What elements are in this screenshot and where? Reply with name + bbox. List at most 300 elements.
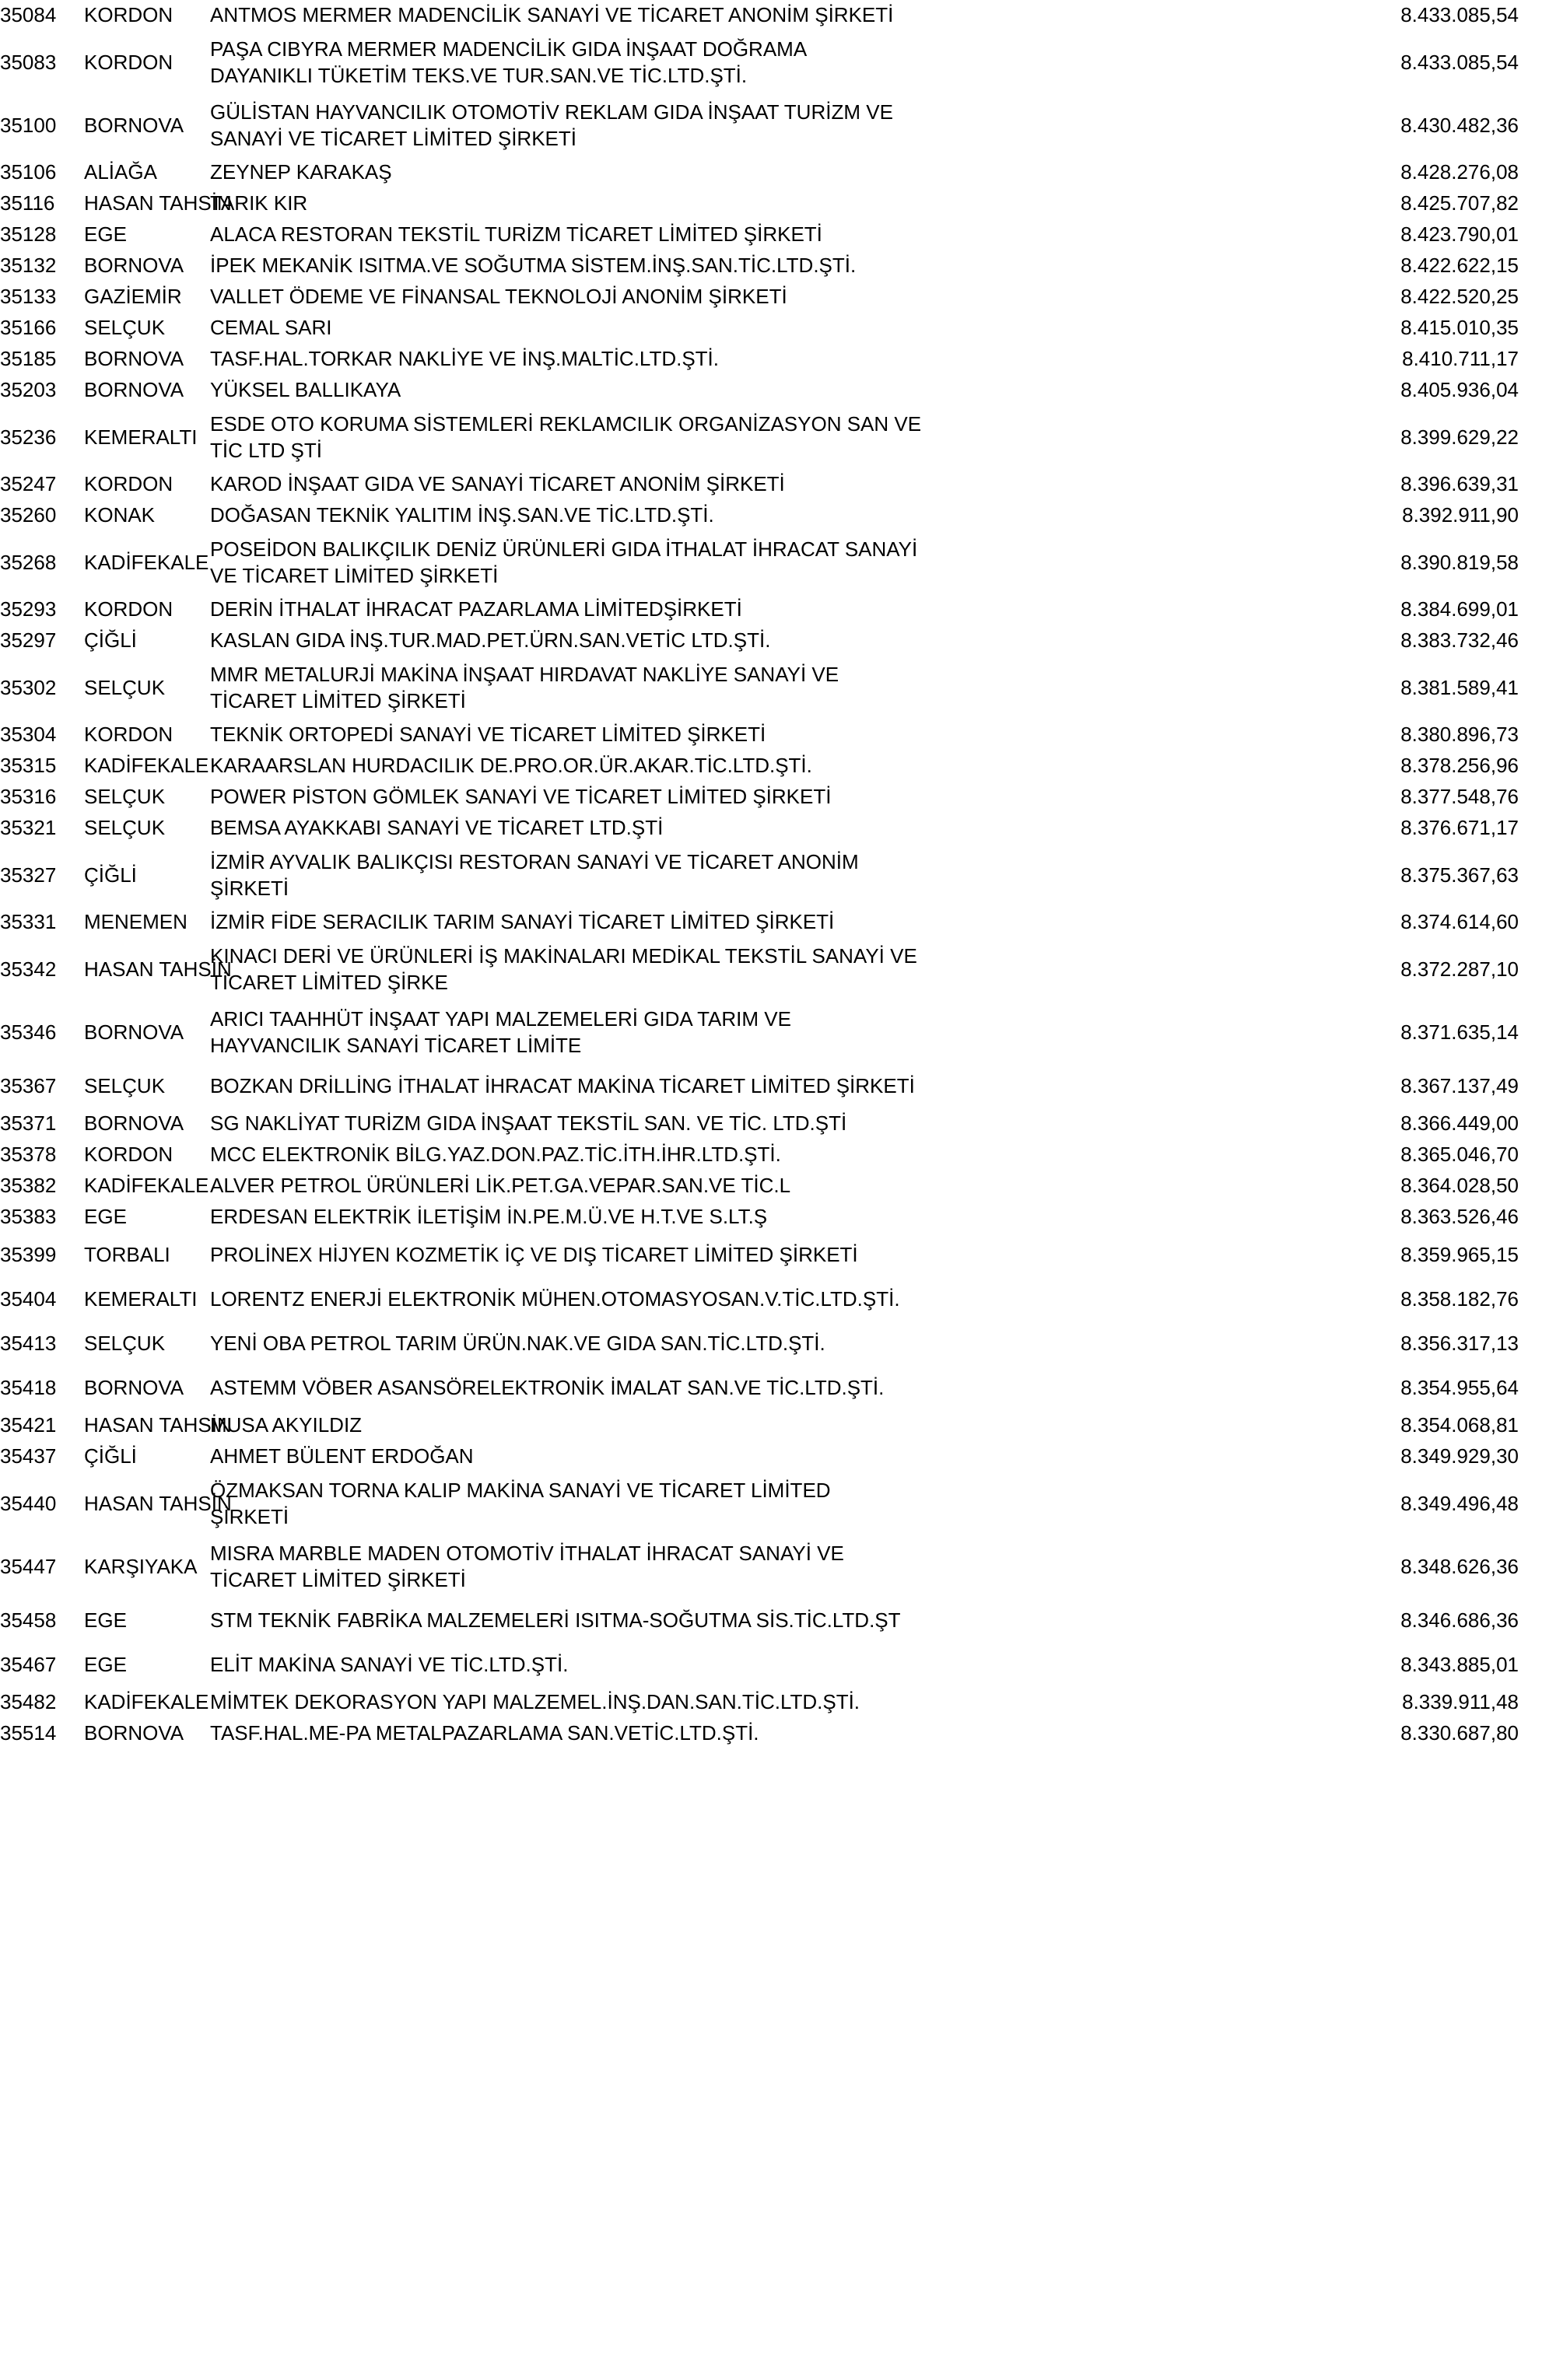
cell-code: 35132: [0, 254, 57, 278]
cell-district: GAZİEMİR: [84, 285, 182, 309]
taxpayer-name-line: POSEİDON BALIKÇILIK DENİZ ÜRÜNLERİ GIDA İTHALAT İHRACAT SANAYİ: [210, 537, 918, 561]
cell-district: KORDON: [84, 50, 173, 74]
cell-amount: 8.425.707,82: [1400, 191, 1519, 215]
cell-spacer: [62, 656, 84, 719]
cell-code: 35106: [0, 160, 57, 184]
cell-amount: 8.365.046,70: [1400, 1143, 1519, 1167]
cell-amount: 8.354.955,64: [1400, 1375, 1519, 1399]
cell-amount: 8.415.010,35: [1400, 316, 1519, 340]
table-row: [0, 625, 1542, 656]
cell-district: BORNOVA: [84, 1111, 184, 1136]
cell-amount: 8.348.626,36: [1400, 1554, 1519, 1578]
table-row: [0, 219, 1542, 250]
cell-district: ÇİĞLİ: [84, 863, 137, 887]
table-row: [0, 188, 1542, 219]
table-row: [0, 0, 1542, 31]
cell-code: 35302: [0, 675, 57, 699]
cell-spacer: [62, 1643, 84, 1687]
cell-spacer: [62, 375, 84, 406]
cell-district: BORNOVA: [84, 1375, 184, 1399]
table-row: [0, 282, 1542, 313]
cell-spacer: [1519, 1598, 1542, 1643]
table-row: [0, 1064, 1542, 1108]
taxpayer-name-line: HAYVANCILIK SANAYİ TİCARET LİMİTE: [210, 1033, 582, 1057]
cell-amount: 8.384.699,01: [1400, 597, 1519, 621]
cell-taxpayer-name: [210, 1001, 1311, 1064]
cell-code: 35133: [0, 285, 57, 309]
cell-spacer: [1519, 1233, 1542, 1277]
cell-amount: 8.396.639,31: [1400, 472, 1519, 496]
cell-code: 35247: [0, 472, 57, 496]
cell-spacer: [1519, 500, 1542, 531]
table-row: [0, 1277, 1542, 1321]
cell-amount: 8.377.548,76: [1400, 785, 1519, 809]
table-row: [0, 375, 1542, 406]
cell-taxpayer-name: SG NAKLİYAT TURİZM GIDA İNŞAAT TEKSTİL SAN. VE TİC. LTD.ŞTİ: [210, 1111, 847, 1136]
cell-amount: 8.346.686,36: [1400, 1608, 1519, 1632]
cell-spacer: [1519, 31, 1542, 94]
table-row: [0, 500, 1542, 531]
cell-amount: 8.381.589,41: [1400, 675, 1519, 699]
cell-code: 35413: [0, 1331, 57, 1355]
cell-code: 35447: [0, 1554, 57, 1578]
cell-district: BORNOVA: [84, 378, 184, 402]
cell-district: KORDON: [84, 1143, 173, 1167]
cell-spacer: [1519, 94, 1542, 157]
cell-spacer: [62, 282, 84, 313]
cell-amount: 8.433.085,54: [1400, 3, 1519, 27]
cell-amount: 8.375.367,63: [1400, 863, 1519, 887]
cell-spacer: [1519, 1171, 1542, 1202]
cell-taxpayer-name: BEMSA AYAKKABI SANAYİ VE TİCARET LTD.ŞTİ: [210, 816, 664, 840]
cell-district: KORDON: [84, 3, 173, 27]
cell-code: 35236: [0, 425, 57, 449]
table-row: [0, 594, 1542, 625]
cell-code: 35378: [0, 1143, 57, 1167]
cell-code: 35514: [0, 1721, 57, 1745]
cell-taxpayer-name: TASF.HAL.ME-PA METALPAZARLAMA SAN.VETİC.LTD.ŞTİ.: [210, 1721, 759, 1745]
cell-code: 35399: [0, 1242, 57, 1266]
cell-amount: 8.428.276,08: [1400, 160, 1519, 184]
cell-taxpayer-name: CEMAL SARI: [210, 316, 332, 340]
cell-spacer: [1519, 656, 1542, 719]
cell-taxpayer-name: KASLAN GIDA İNŞ.TUR.MAD.PET.ÜRN.SAN.VETİC LTD.ŞTİ.: [210, 628, 771, 653]
cell-amount: 8.433.085,54: [1400, 50, 1519, 74]
table-row: [0, 782, 1542, 813]
cell-spacer: [62, 406, 84, 469]
cell-code: 35321: [0, 816, 57, 840]
cell-amount: 8.358.182,76: [1400, 1286, 1519, 1311]
taxpayer-name-line: ESDE OTO KORUMA SİSTEMLERİ REKLAMCILIK ORGANİZASYON SAN VE: [210, 411, 922, 436]
taxpayer-name-line: ÖZMAKSAN TORNA KALIP MAKİNA SANAYİ VE TİCARET LİMİTED: [210, 1478, 831, 1502]
cell-district: KONAK: [84, 503, 156, 527]
cell-district: ALİAĞA: [84, 160, 157, 184]
cell-spacer: [1519, 1321, 1542, 1366]
table-row: [0, 1171, 1542, 1202]
cell-spacer: [1519, 782, 1542, 813]
cell-code: 35316: [0, 785, 57, 809]
cell-spacer: [1519, 1139, 1542, 1171]
table-row: [0, 469, 1542, 500]
cell-spacer: [62, 250, 84, 282]
cell-taxpayer-name: [210, 938, 1311, 1001]
table-row: [0, 1718, 1542, 1749]
cell-district: KEMERALTI: [84, 1286, 198, 1311]
cell-taxpayer-name: YÜKSEL BALLIKAYA: [210, 378, 401, 402]
cell-code: 35382: [0, 1174, 57, 1198]
table-row: [0, 938, 1542, 1001]
cell-district: HASAN TAHSİN: [84, 957, 232, 981]
cell-spacer: [62, 1598, 84, 1643]
cell-code: 35418: [0, 1375, 57, 1399]
cell-amount: 8.383.732,46: [1400, 628, 1519, 653]
table-row: [0, 1202, 1542, 1233]
cell-district: KADİFEKALE: [84, 1174, 209, 1198]
cell-taxpayer-name: [210, 94, 1311, 157]
table-row: [0, 1687, 1542, 1718]
table-row: [0, 1441, 1542, 1472]
table-row: [0, 907, 1542, 938]
cell-spacer: [1519, 0, 1542, 31]
cell-district: HASAN TAHSİN: [84, 191, 232, 215]
cell-amount: 8.374.614,60: [1400, 910, 1519, 934]
cell-taxpayer-name: [210, 1472, 1311, 1535]
cell-taxpayer-name: LORENTZ ENERJİ ELEKTRONİK MÜHEN.OTOMASYOSAN.V.TİC.LTD.ŞTİ.: [210, 1286, 900, 1311]
taxpayer-name-line: TİC LTD ŞTİ: [210, 438, 322, 462]
cell-taxpayer-name: AHMET BÜLENT ERDOĞAN: [210, 1444, 474, 1468]
cell-spacer: [62, 94, 84, 157]
cell-amount: 8.410.711,17: [1402, 347, 1519, 371]
cell-code: 35383: [0, 1205, 57, 1229]
taxpayer-name-line: MISRA MARBLE MADEN OTOMOTİV İTHALAT İHRACAT SANAYİ VE: [210, 1541, 844, 1565]
taxpayer-name-line: VE TİCARET LİMİTED ŞİRKETİ: [210, 563, 499, 587]
cell-spacer: [1519, 250, 1542, 282]
cell-taxpayer-name: TEKNİK ORTOPEDİ SANAYİ VE TİCARET LİMİTED ŞİRKETİ: [210, 723, 766, 747]
cell-district: HASAN TAHSİN: [84, 1413, 232, 1437]
cell-spacer: [1519, 719, 1542, 751]
cell-spacer: [62, 188, 84, 219]
taxpayer-name-line: ŞİRKETİ: [210, 876, 289, 900]
cell-district: KARŞIYAKA: [84, 1554, 198, 1578]
cell-taxpayer-name: [210, 844, 1311, 907]
cell-spacer: [62, 813, 84, 844]
cell-district: SELÇUK: [84, 1331, 166, 1355]
cell-taxpayer-name: KARAARSLAN HURDACILIK DE.PRO.OR.ÜR.AKAR.TİC.LTD.ŞTİ.: [210, 754, 812, 778]
cell-code: 35346: [0, 1020, 57, 1044]
cell-amount: 8.423.790,01: [1400, 222, 1519, 247]
table-row: [0, 844, 1542, 907]
taxpayer-name-line: GÜLİSTAN HAYVANCILIK OTOMOTİV REKLAM GIDA İNŞAAT TURİZM VE: [210, 100, 893, 124]
cell-district: HASAN TAHSİN: [84, 1491, 232, 1515]
cell-district: BORNOVA: [84, 347, 184, 371]
cell-district: EGE: [84, 1608, 127, 1632]
cell-code: 35371: [0, 1111, 57, 1136]
cell-taxpayer-name: MUSA AKYILDIZ: [210, 1413, 363, 1437]
cell-taxpayer-name: ELİT MAKİNA SANAYİ VE TİC.LTD.ŞTİ.: [210, 1652, 569, 1676]
cell-spacer: [62, 1139, 84, 1171]
cell-amount: 8.363.526,46: [1400, 1205, 1519, 1229]
cell-spacer: [62, 1441, 84, 1472]
cell-district: KORDON: [84, 723, 173, 747]
cell-taxpayer-name: ALVER PETROL ÜRÜNLERİ LİK.PET.GA.VEPAR.SAN.VE TİC.L: [210, 1174, 791, 1198]
cell-spacer: [1519, 1535, 1542, 1598]
cell-spacer: [62, 1535, 84, 1598]
cell-spacer: [62, 594, 84, 625]
cell-spacer: [1519, 844, 1542, 907]
cell-spacer: [62, 313, 84, 344]
cell-spacer: [1519, 751, 1542, 782]
table-row: [0, 344, 1542, 375]
cell-taxpayer-name: KAROD İNŞAAT GIDA VE SANAYİ TİCARET ANONİM ŞİRKETİ: [210, 472, 785, 496]
cell-code: 35203: [0, 378, 57, 402]
cell-code: 35437: [0, 1444, 57, 1468]
cell-spacer: [62, 157, 84, 188]
cell-spacer: [1519, 813, 1542, 844]
cell-taxpayer-name: YENİ OBA PETROL TARIM ÜRÜN.NAK.VE GIDA SAN.TİC.LTD.ŞTİ.: [210, 1331, 825, 1355]
cell-taxpayer-name: ZEYNEP KARAKAŞ: [210, 160, 392, 184]
cell-spacer: [62, 1277, 84, 1321]
cell-spacer: [62, 1202, 84, 1233]
cell-taxpayer-name: STM TEKNİK FABRİKA MALZEMELERİ ISITMA-SOĞUTMA SİS.TİC.LTD.ŞT: [210, 1608, 901, 1632]
cell-spacer: [1519, 1441, 1542, 1472]
cell-spacer: [62, 1064, 84, 1108]
cell-amount: 8.376.671,17: [1400, 816, 1519, 840]
cell-code: 35467: [0, 1652, 57, 1676]
cell-spacer: [62, 344, 84, 375]
cell-code: 35293: [0, 597, 57, 621]
cell-taxpayer-name: [210, 656, 1311, 719]
cell-district: SELÇUK: [84, 1073, 166, 1097]
cell-amount: 8.349.496,48: [1400, 1491, 1519, 1515]
cell-spacer: [62, 469, 84, 500]
cell-spacer: [62, 1108, 84, 1139]
cell-spacer: [1519, 1366, 1542, 1410]
cell-code: 35166: [0, 316, 57, 340]
table-row: [0, 406, 1542, 469]
cell-district: ÇİĞLİ: [84, 1444, 137, 1468]
cell-district: BORNOVA: [84, 1721, 184, 1745]
cell-district: TORBALI: [84, 1242, 170, 1266]
cell-spacer: [1519, 188, 1542, 219]
cell-code: 35100: [0, 113, 57, 137]
cell-spacer: [1519, 1410, 1542, 1441]
cell-spacer: [1519, 1108, 1542, 1139]
cell-code: 35260: [0, 503, 57, 527]
taxpayer-name-line: TİCARET LİMİTED ŞİRKETİ: [210, 1567, 466, 1591]
cell-district: KORDON: [84, 472, 173, 496]
cell-taxpayer-name: ERDESAN ELEKTRİK İLETİŞİM İN.PE.M.Ü.VE H.T.VE S.LT.Ş: [210, 1205, 768, 1229]
cell-amount: 8.405.936,04: [1400, 378, 1519, 402]
cell-spacer: [1519, 282, 1542, 313]
table-row: [0, 94, 1542, 157]
cell-taxpayer-name: TASF.HAL.TORKAR NAKLİYE VE İNŞ.MALTİC.LTD.ŞTİ.: [210, 347, 719, 371]
cell-taxpayer-name: VALLET ÖDEME VE FİNANSAL TEKNOLOJİ ANONİM ŞİRKETİ: [210, 285, 787, 309]
cell-spacer: [62, 500, 84, 531]
cell-spacer: [1519, 313, 1542, 344]
cell-spacer: [62, 782, 84, 813]
cell-spacer: [1519, 344, 1542, 375]
cell-district: SELÇUK: [84, 675, 166, 699]
cell-amount: 8.399.629,22: [1400, 425, 1519, 449]
table-row: [0, 1139, 1542, 1171]
cell-district: SELÇUK: [84, 816, 166, 840]
cell-district: KORDON: [84, 597, 173, 621]
cell-spacer: [1519, 1643, 1542, 1687]
cell-spacer: [62, 751, 84, 782]
cell-amount: 8.372.287,10: [1400, 957, 1519, 981]
cell-taxpayer-name: [210, 406, 1311, 469]
cell-amount: 8.366.449,00: [1400, 1111, 1519, 1136]
cell-spacer: [1519, 157, 1542, 188]
cell-code: 35083: [0, 50, 57, 74]
cell-spacer: [62, 1718, 84, 1749]
cell-spacer: [1519, 1001, 1542, 1064]
cell-taxpayer-name: BOZKAN DRİLLİNG İTHALAT İHRACAT MAKİNA TİCARET LİMİTED ŞİRKETİ: [210, 1073, 915, 1097]
cell-amount: 8.378.256,96: [1400, 754, 1519, 778]
cell-amount: 8.380.896,73: [1400, 723, 1519, 747]
table-row: [0, 813, 1542, 844]
cell-amount: 8.330.687,80: [1400, 1721, 1519, 1745]
table-row: [0, 250, 1542, 282]
cell-amount: 8.339.911,48: [1402, 1690, 1519, 1714]
table-row: [0, 719, 1542, 751]
cell-spacer: [62, 1366, 84, 1410]
cell-code: 35421: [0, 1413, 57, 1437]
cell-amount: 8.354.068,81: [1400, 1413, 1519, 1437]
taxpayer-name-line: TİCARET LİMİTED ŞİRKE: [210, 970, 448, 994]
cell-amount: 8.390.819,58: [1400, 550, 1519, 574]
cell-district: EGE: [84, 1652, 127, 1676]
cell-spacer: [62, 1171, 84, 1202]
cell-amount: 8.367.137,49: [1400, 1073, 1519, 1097]
cell-code: 35482: [0, 1690, 57, 1714]
cell-spacer: [62, 1233, 84, 1277]
taxpayer-name-line: KINACI DERİ VE ÜRÜNLERİ İŞ MAKİNALARI MEDİKAL TEKSTİL SANAYİ VE: [210, 943, 917, 968]
cell-taxpayer-name: DERİN İTHALAT İHRACAT PAZARLAMA LİMİTEDŞİRKETİ: [210, 597, 742, 621]
cell-code: 35084: [0, 3, 57, 27]
cell-district: MENEMEN: [84, 910, 187, 934]
cell-spacer: [1519, 469, 1542, 500]
cell-taxpayer-name: PROLİNEX HİJYEN KOZMETİK İÇ VE DIŞ TİCARET LİMİTED ŞİRKETİ: [210, 1242, 858, 1266]
cell-code: 35304: [0, 723, 57, 747]
table-row: [0, 313, 1542, 344]
cell-spacer: [62, 1001, 84, 1064]
taxpayer-name-line: SANAYİ VE TİCARET LİMİTED ŞİRKETİ: [210, 126, 576, 150]
cell-spacer: [62, 938, 84, 1001]
table-row: [0, 1410, 1542, 1441]
cell-taxpayer-name: TARIK KIR: [210, 191, 308, 215]
cell-district: KADİFEKALE: [84, 754, 209, 778]
taxpayer-name-line: İZMİR AYVALIK BALIKÇISI RESTORAN SANAYİ VE TİCARET ANONİM: [210, 849, 859, 873]
cell-district: KADİFEKALE: [84, 1690, 209, 1714]
cell-taxpayer-name: [210, 1535, 1311, 1598]
cell-spacer: [62, 844, 84, 907]
cell-spacer: [1519, 625, 1542, 656]
taxpayer-name-line: MMR METALURJİ MAKİNA İNŞAAT HIRDAVAT NAKLİYE SANAYİ VE: [210, 662, 839, 686]
cell-taxpayer-name: MCC ELEKTRONİK BİLG.YAZ.DON.PAZ.TİC.İTH.İHR.LTD.ŞTİ.: [210, 1143, 781, 1167]
cell-spacer: [1519, 406, 1542, 469]
cell-district: KADİFEKALE: [84, 550, 209, 574]
table-row: [0, 157, 1542, 188]
cell-district: EGE: [84, 1205, 127, 1229]
cell-district: BORNOVA: [84, 254, 184, 278]
table-row: [0, 1598, 1542, 1643]
cell-code: 35116: [0, 191, 55, 215]
cell-code: 35331: [0, 910, 57, 934]
cell-code: 35297: [0, 628, 57, 653]
cell-amount: 8.422.622,15: [1400, 254, 1519, 278]
cell-amount: 8.349.929,30: [1400, 1444, 1519, 1468]
cell-code: 35128: [0, 222, 57, 247]
cell-spacer: [62, 0, 84, 31]
cell-taxpayer-name: [210, 531, 1311, 594]
cell-taxpayer-name: POWER PİSTON GÖMLEK SANAYİ VE TİCARET LİMİTED ŞİRKETİ: [210, 785, 832, 809]
cell-taxpayer-name: DOĞASAN TEKNİK YALITIM İNŞ.SAN.VE TİC.LTD.ŞTİ.: [210, 503, 714, 527]
taxpayer-name-line: ŞİRKETİ: [210, 1504, 289, 1528]
cell-spacer: [1519, 375, 1542, 406]
cell-spacer: [62, 31, 84, 94]
cell-district: BORNOVA: [84, 113, 184, 137]
taxpayer-name-line: PAŞA CIBYRA MERMER MADENCİLİK GIDA İNŞAAT DOĞRAMA: [210, 37, 808, 61]
cell-taxpayer-name: ASTEMM VÖBER ASANSÖRELEKTRONİK İMALAT SAN.VE TİC.LTD.ŞTİ.: [210, 1375, 885, 1399]
cell-code: 35342: [0, 957, 57, 981]
cell-spacer: [1519, 938, 1542, 1001]
cell-district: KEMERALTI: [84, 425, 198, 449]
cell-code: 35327: [0, 863, 57, 887]
cell-code: 35268: [0, 550, 57, 574]
cell-spacer: [62, 625, 84, 656]
cell-spacer: [1519, 1687, 1542, 1718]
cell-amount: 8.430.482,36: [1400, 113, 1519, 137]
cell-amount: 8.364.028,50: [1400, 1174, 1519, 1198]
table-row: [0, 1643, 1542, 1687]
cell-district: BORNOVA: [84, 1020, 184, 1044]
cell-amount: 8.422.520,25: [1400, 285, 1519, 309]
cell-amount: 8.343.885,01: [1400, 1652, 1519, 1676]
cell-spacer: [1519, 1277, 1542, 1321]
cell-code: 35440: [0, 1491, 57, 1515]
cell-code: 35404: [0, 1286, 57, 1311]
table-row: [0, 1321, 1542, 1366]
cell-spacer: [1519, 594, 1542, 625]
cell-district: SELÇUK: [84, 785, 166, 809]
cell-spacer: [1519, 907, 1542, 938]
cell-district: EGE: [84, 222, 127, 247]
cell-code: 35185: [0, 347, 57, 371]
cell-taxpayer-name: ANTMOS MERMER MADENCİLİK SANAYİ VE TİCARET ANONİM ŞİRKETİ: [210, 3, 894, 27]
cell-spacer: [1519, 1472, 1542, 1535]
table-row: [0, 1366, 1542, 1410]
cell-taxpayer-name: [210, 31, 1311, 94]
cell-taxpayer-name: İPEK MEKANİK ISITMA.VE SOĞUTMA SİSTEM.İNŞ.SAN.TİC.LTD.ŞTİ.: [210, 254, 857, 278]
cell-amount: 8.359.965,15: [1400, 1242, 1519, 1266]
cell-taxpayer-name: MİMTEK DEKORASYON YAPI MALZEMEL.İNŞ.DAN.SAN.TİC.LTD.ŞTİ.: [210, 1690, 860, 1714]
cell-spacer: [62, 907, 84, 938]
taxpayer-name-line: DAYANIKLI TÜKETİM TEKS.VE TUR.SAN.VE TİC.LTD.ŞTİ.: [210, 63, 748, 87]
cell-spacer: [62, 1472, 84, 1535]
cell-spacer: [1519, 1064, 1542, 1108]
table-row: [0, 751, 1542, 782]
cell-spacer: [62, 1687, 84, 1718]
table-row: [0, 1472, 1542, 1535]
table-row: [0, 31, 1542, 94]
cell-amount: 8.371.635,14: [1400, 1020, 1519, 1044]
cell-amount: 8.392.911,90: [1402, 503, 1519, 527]
cell-spacer: [1519, 1202, 1542, 1233]
cell-spacer: [62, 1321, 84, 1366]
cell-district: SELÇUK: [84, 316, 166, 340]
cell-district: ÇİĞLİ: [84, 628, 137, 653]
